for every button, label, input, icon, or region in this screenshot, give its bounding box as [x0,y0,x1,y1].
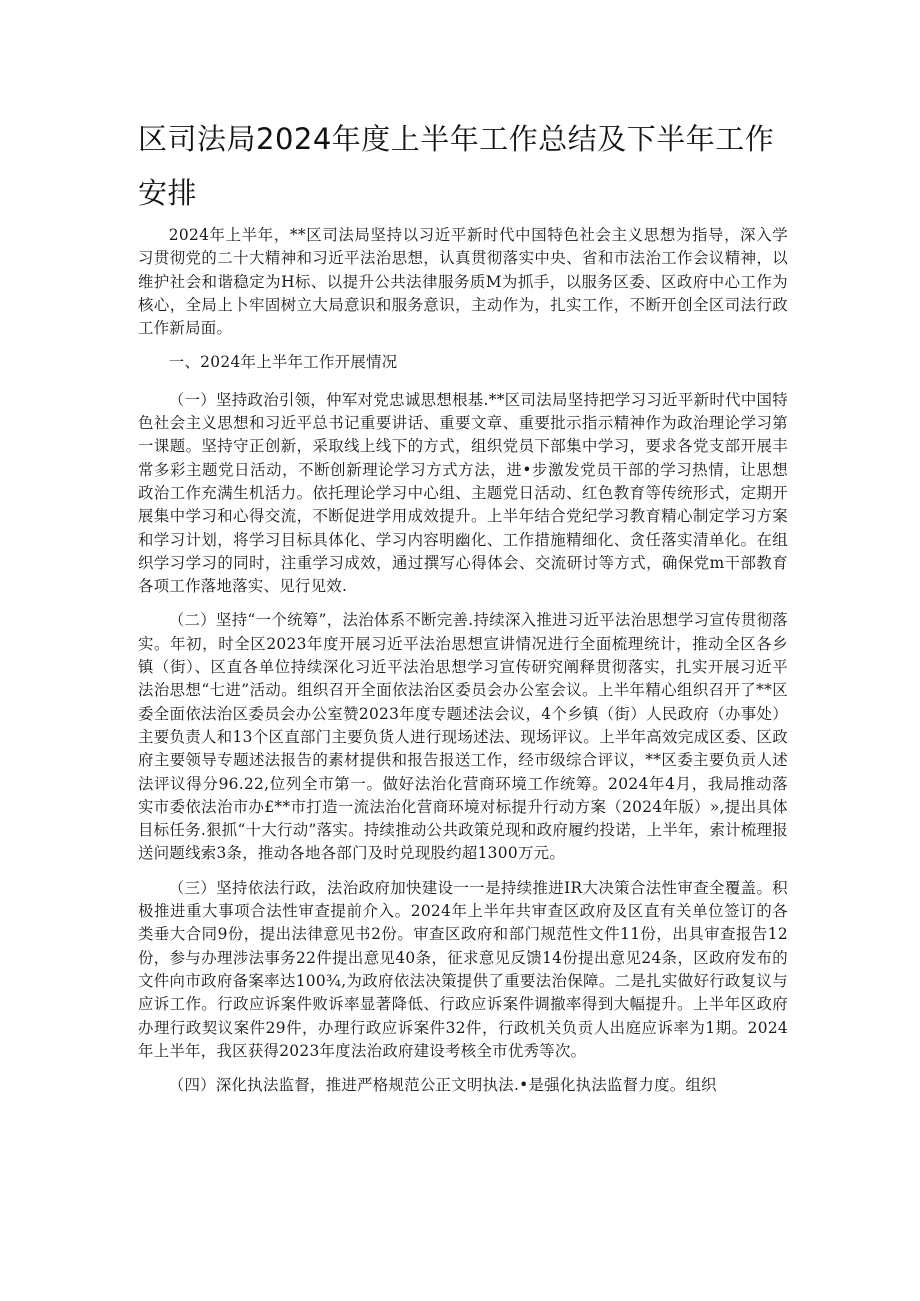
document-body [138,224,788,1108]
paragraph-political-guidance: （一）坚持政治引领，仲军对党忠诚思想根基.**区司法局坚持把学习习近平新时代中国特色社会主义思想和习近平总书记重要讲话、重要文章、重要批示指示精神作为政治理论学习第一课题。坚持守正创新，采取线上线下的方式，组织党员下部集中学习，要求各党支部开展丰常多彩主题党日活动，不断创新理论学习方式方法，进•步激发党员干部的学习热情，让思想政治工作充满生机活力。依托理论学习中心组、主题党日活动、红色教育等传统形式，定期开展集中学习和心得交流，不断促进学用成效提升。上半年结合党纪学习教育精心制定学习方案和学习计划，将学习目标具体化、学习内容明幽化、工作措施精细化、贪任落实清单化。在组织学习学习的同时，注重学习成效，通过撰写心得体会、交流研讨等方式，确保党m干部教育各项工作落地落实、见行见效. [138,390,788,596]
paragraph-law-based-administration: （三）坚持依法行政，法治政府加快建设一一是持续推进IR大决策合法性审查全覆盖。积极推进重大事项合法性审查提前介入。2024年上半年共审查区政府及区直有关单位签订的各类垂大合同9份，提出法律意见书2份。审查区政府和部门规范性文件11份，出具审查报告12份，参与办理涉法事务22件提出意见40条，征求意见反馈14份提出意见24条，区政府发布的文件向市政府备案率达100¾,为政府依法决策提供了重要法治保障。二是扎实做好行政复议与应诉工作。行政应诉案件败诉率显著降低、行政应诉案件调撤率得到大幅提升。上半年区政府办理行政契议案件29件，办理行政应诉案件32件，行政机关负贡人出庭应诉率为1期。2024年上半年，我区获得2023年度法治政府建设考核全市优秀等次。 [138,878,788,1060]
section-heading: 一、2024年上半年工作开展情况 [168,353,398,372]
paragraph-rule-of-law-system: （二）坚持“一个统筹”，法治体系不断完善.持续深入推进习近平法治思想学习宣传贯彻落实。年初，时全区2023年度开展习近平法治思想宣讲情况进行全面梳理统计，推动全区各乡镇（街）、区直各单位持续深化习近平法治思想学习宣传研究阐释贯彻落实，扎实开展习近平法治思想“七进”活动。组织召开全面依法治区委员会办公室会议。上半年精心组织召开了**区委全面依法治区委员会办公室赞2023年度专题述法会议，4个乡镇（街）人民政府（办事处）主要负责人和13个区直部门主要负货人进行现场述法、现场评议。上半年高效完成区委、区政府主要领导专题述法报告的素材提供和报告报送工作，经市级综合评议，**区委主要负贡人述法评议得分96.22,位列全市第一。做好法治化营商环境工作统筹。2024年4月，我局推动落实市委依法治市办£**市打造一流法治化营商环境对标提升行动方案（2024年版）»,提出具体目标任务.狠抓“十大行动”落实。持续推动公共政策兑现和政府履约投诺，上半年，索计梳理报送问题线索3条，推动各地各部门及时兑现股约超1300万元。 [138,611,788,863]
document-title: 区司法局2024年度上半年工作总结及下半年工作安排 [138,122,775,210]
intro-paragraph: 2024年上半年，**区司法局坚持以习近平新时代中国特色社会主义思想为指导，深入学习贯彻党的二十大精神和习近平法治思想，认真贯彻落实中央、省和市法治工作会议精神，以维护社会和谐稳定为H标、以提升公共法律服务质M为抓手，以服务区委、区政府中心工作为核心，全局上卜牢固树立大局意识和服务意识，主动作为，扎实工作，不断开创全区司法行政工作新局面。 [138,226,788,338]
paragraph-enforcement-supervision: （四）深化执法监督，推进严格规范公正文明执法.•是强化执法监督力度。组织 [168,1076,717,1095]
